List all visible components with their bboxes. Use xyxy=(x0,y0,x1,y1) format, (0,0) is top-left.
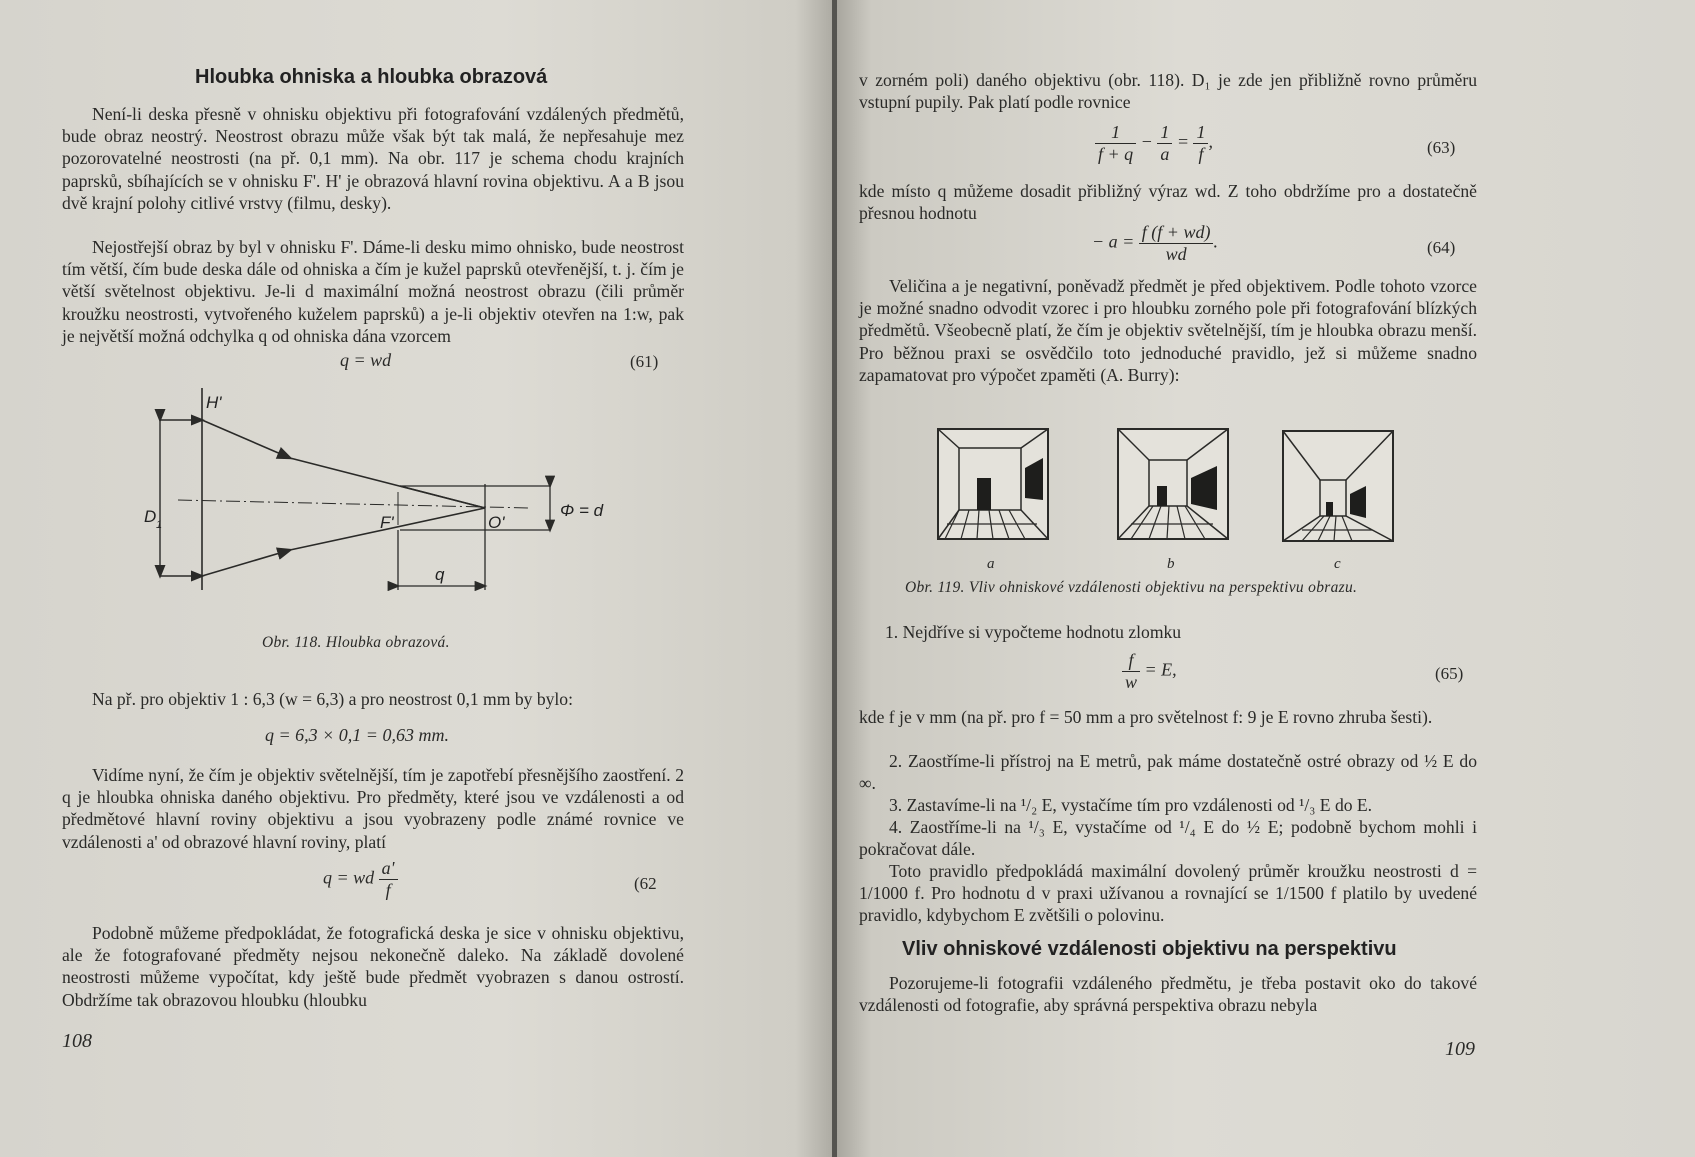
list-item: 2. Zaostříme-li přístroj na E metrů, pak máme dostatečně ostré obrazy od ½ E do ∞. xyxy=(859,751,1477,794)
left-page xyxy=(0,0,837,1157)
equation-number: (63) xyxy=(1427,138,1456,157)
paragraph: Toto pravidlo předpokládá maximální dovolený průměr kroužku neostrosti d = 1/1000 f. Pro hodnotu d v praxi užívanou a rovnající se 1/1500 f platilo by uvedené pravidlo, kdybychom E zvětšili o polovinu. xyxy=(859,861,1477,926)
label-d: D xyxy=(144,507,157,526)
section-heading: Hloubka ohniska a hloubka obrazová xyxy=(195,66,548,88)
figure-label-b: b xyxy=(1167,556,1175,572)
equation-61: q = wd xyxy=(340,350,392,370)
label-q: q xyxy=(435,565,445,584)
equation-number: (61) xyxy=(630,352,659,371)
paragraph: kde f je v mm (na př. pro f = 50 mm a pro světelnost f: 9 je E rovno zhruba šesti). xyxy=(859,707,1433,727)
figure-caption: Obr. 119. Vliv ohniskové vzdálenosti objektivu na perspektivu obrazu. xyxy=(905,579,1358,596)
paragraph: Na př. pro objektiv 1 : 6,3 (w = 6,3) a pro neostrost 0,1 mm by bylo: xyxy=(92,689,573,709)
label-o-prime: O' xyxy=(488,513,505,532)
paragraph: kde místo q můžeme dosadit přibližný výraz wd. Z toho obdržíme pro a dostatečně přesnou hodnotu xyxy=(859,181,1477,224)
equation-example: q = 6,3 × 0,1 = 0,63 mm. xyxy=(265,725,449,745)
paragraph: Veličina a je negativní, poněvadž předmět je před objektivem. Podle tohoto vzorce je možné snadno odvodit vzorec i pro hloubku zorného pole při fotografování blízkých předmětů. Všeobecně platí, že čím je objektiv světelnější, tím je hloubka obrazu menší. Pro běžnou praxi se osvědčilo toto jednoduché pravidlo, jež si můžeme snadno zapamatovat pro výpočet zpaměti (A. Burry): xyxy=(859,276,1477,385)
lens-diagram xyxy=(130,380,630,620)
list-item: 3. Zastavíme-li na ¹/₂ E, vystačíme tím pro vzdálenosti od ¹/₃ E do E. xyxy=(889,795,1373,815)
perspective-room-c xyxy=(1282,430,1394,542)
equation-number: (62 xyxy=(634,874,657,893)
paragraph: v zorném poli) daného objektivu (obr. 118). D₁ je zde jen přibližně rovno průměru vstupní pupily. Pak platí podle rovnice xyxy=(859,70,1477,113)
figure-caption: Obr. 118. Hloubka obrazová. xyxy=(262,634,450,651)
label-f-prime: F' xyxy=(380,513,394,532)
page-number: 108 xyxy=(62,1030,92,1052)
perspective-room-a xyxy=(937,428,1049,540)
equation-63: $\frac{1}{f + q}$ − $\frac{1}{a}$ = $\frac{1}{f}$ , xyxy=(1095,122,1213,165)
paragraph: Podobně můžeme předpokládat, že fotografická deska je sice v ohnisku objektivu, ale že fotografované předměty nejsou nekonečně daleko. Na základě dovolené neostrosti můžeme vypočítat, kdy ještě bude předmět vyobrazen s danou ostrostí. Obdržíme tak obrazovou hloubku (hloubku xyxy=(62,923,684,1010)
figure-label-a: a xyxy=(987,556,995,572)
paragraph: Vidíme nyní, že čím je objektiv světelnější, tím je zapotřebí přesnějšího zaostření. 2 q je hloubka ohniska daného objektivu. Pro předměty, které jsou ve vzdálenosti a od předmětové hlavní roviny objektivu a jsou vyobrazeny podle známé rovnice ve vzdálenosti a' od obrazové hlavní roviny, platí xyxy=(62,765,684,852)
equation-64: − a = $\frac{f (f + wd)}{wd}$ . xyxy=(1092,222,1218,264)
section-heading: Vliv ohniskové vzdálenosti objektivu na perspektivu xyxy=(902,938,1397,960)
figure-label-c: c xyxy=(1334,556,1341,572)
paragraph: Pozorujeme-li fotografii vzdáleného předmětu, je třeba postavit oko do takové vzdálenosti od fotografie, aby správná perspektiva obrazu nebyla xyxy=(859,973,1477,1016)
label-phi-d: Φ = d xyxy=(560,501,604,520)
list-item: 1. Nejdříve si vypočteme hodnotu zlomku xyxy=(885,622,1182,642)
equation-number: (64) xyxy=(1427,238,1456,257)
perspective-room-b xyxy=(1117,428,1229,540)
equation-number: (65) xyxy=(1435,664,1464,683)
equation-62: q = wd $\frac{a'}{f}$ xyxy=(323,858,398,901)
list-item: 4. Zaostříme-li na ¹/₃ E, vystačíme od ¹/₄ E do ½ E; podobně bychom mohli i pokračovat dále. xyxy=(859,817,1477,860)
label-h-prime: H' xyxy=(206,393,222,412)
label-d-sub: 1 xyxy=(156,519,163,531)
page-number: 109 xyxy=(1445,1038,1475,1060)
equation-65: $\frac{f}{w}$ = E, xyxy=(1122,650,1177,693)
paragraph: Není-li deska přesně v ohnisku objektivu při fotografování vzdálených předmětů, bude obraz neostrý. Neostrost obrazu může však být tak malá, že nepřesahuje mez pozorovatelné neostrosti (na př. 0,1 mm). Na obr. 117 je schema chodu krajních paprsků, sbíhajících se v ohnisku F'. H' je obrazová hlavní rovina objektivu. A a B jsou dvě krajní polohy citlivé vrstvy (filmu, desky). xyxy=(62,104,684,213)
right-page xyxy=(837,0,1695,1157)
paragraph: Nejostřejší obraz by byl v ohnisku F'. Dáme-li desku mimo ohnisko, bude neostrost tím větší, čím bude deska dále od ohniska a čím je kužel paprsků otevřenější, t. j. čím je větší světelnost objektivu. Je-li d maximální možná neostrost obrazu (čili průměr kroužku neostrosti, vytvořeného kuželem paprsků) a je-li objektiv otevřen na 1:w, pak je největší možná odchylka q od ohniska dána vzorcem xyxy=(62,237,684,346)
